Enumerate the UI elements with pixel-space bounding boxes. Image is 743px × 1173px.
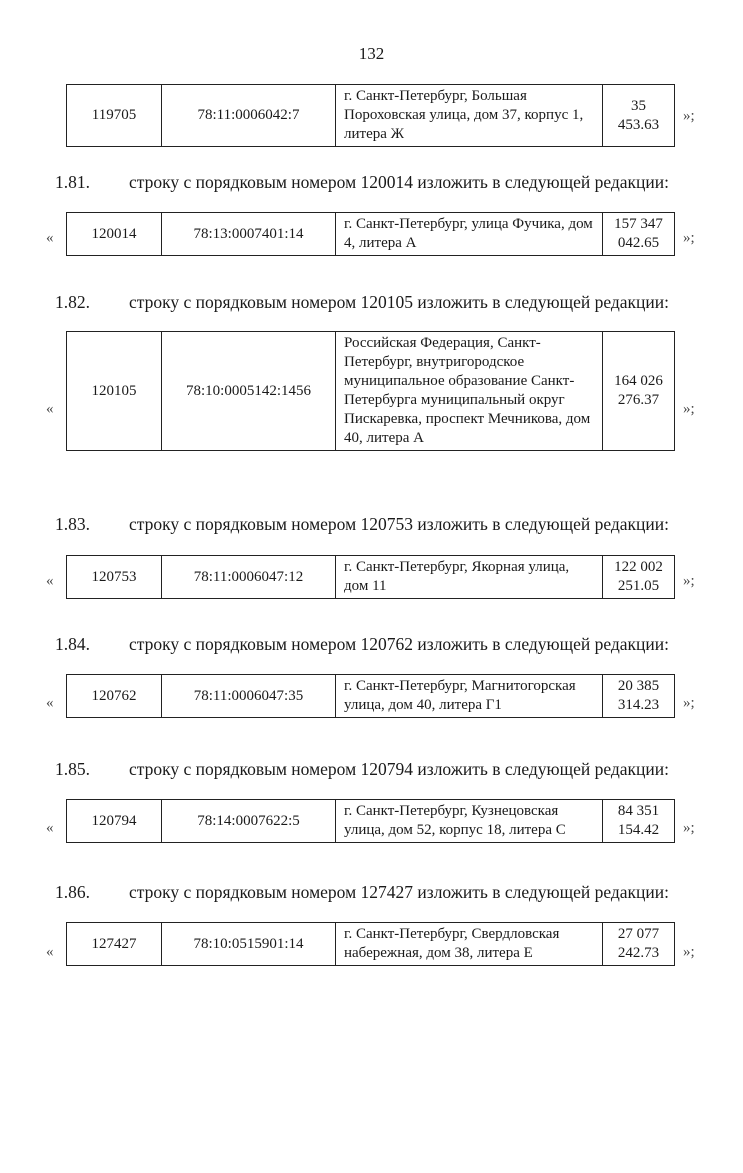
row-address: г. Санкт-Петербург, Свердловская набережная, дом 38, литера Е: [336, 923, 603, 966]
row-address: г. Санкт-Петербург, Магнитогорская улица, дом 40, литера Г1: [336, 675, 603, 718]
table-row: [66, 212, 675, 256]
row-cadastral-number: 78:11:0006042:7: [162, 85, 336, 147]
row-cadastral-number: 78:11:0006047:12: [162, 556, 336, 599]
row-value: 35 453.63: [603, 85, 675, 147]
amendment-item: [55, 759, 735, 780]
table-row: [66, 84, 675, 147]
table-row: [66, 674, 675, 718]
item-number: 1.81.: [55, 172, 90, 192]
close-quote: »;: [683, 401, 695, 417]
amendment-item: [55, 634, 735, 655]
table-row: [66, 922, 675, 966]
row-address: Российская Федерация, Санкт-Петербург, внутригородское муниципальное образование Санкт-Петербурга муниципальный округ Пискаревка, проспект Мечникова, дом 40, литера А: [336, 332, 603, 451]
close-quote: »;: [683, 108, 695, 124]
row-value: 84 351 154.42: [603, 800, 675, 843]
table-row: [66, 799, 675, 843]
row-id: 120753: [67, 556, 162, 599]
item-number: 1.82.: [55, 292, 90, 312]
page-number: 132: [358, 44, 385, 63]
item-text: строку с порядковым номером 120794 изложить в следующей редакции:: [129, 759, 670, 779]
open-quote: «: [46, 944, 54, 960]
row-address: г. Санкт-Петербург, Большая Пороховская улица, дом 37, корпус 1, литера Ж: [336, 85, 603, 147]
row-value: 27 077 242.73: [603, 923, 675, 966]
open-quote: «: [46, 695, 54, 711]
row-value: 122 002 251.05: [603, 556, 675, 599]
row-id: 120762: [67, 675, 162, 718]
item-text: строку с порядковым номером 120762 изложить в следующей редакции:: [129, 634, 670, 654]
row-value: 157 347 042.65: [603, 213, 675, 256]
item-number: 1.86.: [55, 882, 90, 902]
row-cadastral-number: 78:14:0007622:5: [162, 800, 336, 843]
close-quote: »;: [683, 944, 695, 960]
row-cadastral-number: 78:13:0007401:14: [162, 213, 336, 256]
row-cadastral-number: 78:10:0005142:1456: [162, 332, 336, 451]
row-id: 120014: [67, 213, 162, 256]
amendment-item: [55, 514, 735, 535]
amendment-item: [55, 172, 735, 193]
close-quote: »;: [683, 820, 695, 836]
item-text: строку с порядковым номером 120753 изложить в следующей редакции:: [129, 514, 670, 534]
close-quote: »;: [683, 695, 695, 711]
item-text: строку с порядковым номером 127427 изложить в следующей редакции:: [129, 882, 670, 902]
row-id: 120794: [67, 800, 162, 843]
row-id: 119705: [67, 85, 162, 147]
row-id: 120105: [67, 332, 162, 451]
item-number: 1.84.: [55, 634, 90, 654]
row-id: 127427: [67, 923, 162, 966]
close-quote: »;: [683, 230, 695, 246]
row-address: г. Санкт-Петербург, улица Фучика, дом 4, литера А: [336, 213, 603, 256]
row-cadastral-number: 78:11:0006047:35: [162, 675, 336, 718]
amendment-item: [55, 292, 735, 313]
item-number: 1.83.: [55, 514, 90, 534]
table-row: [66, 331, 675, 451]
open-quote: «: [46, 230, 54, 246]
row-cadastral-number: 78:10:0515901:14: [162, 923, 336, 966]
amendment-item: [55, 882, 735, 903]
row-address: г. Санкт-Петербург, Кузнецовская улица, дом 52, корпус 18, литера С: [336, 800, 603, 843]
item-text: строку с порядковым номером 120105 изложить в следующей редакции:: [129, 292, 670, 312]
open-quote: «: [46, 401, 54, 417]
open-quote: «: [46, 573, 54, 589]
item-text: строку с порядковым номером 120014 изложить в следующей редакции:: [129, 172, 670, 192]
row-value: 20 385 314.23: [603, 675, 675, 718]
open-quote: «: [46, 820, 54, 836]
item-number: 1.85.: [55, 759, 90, 779]
close-quote: »;: [683, 573, 695, 589]
row-address: г. Санкт-Петербург, Якорная улица, дом 11: [336, 556, 603, 599]
row-value: 164 026 276.37: [603, 332, 675, 451]
table-row: [66, 555, 675, 599]
